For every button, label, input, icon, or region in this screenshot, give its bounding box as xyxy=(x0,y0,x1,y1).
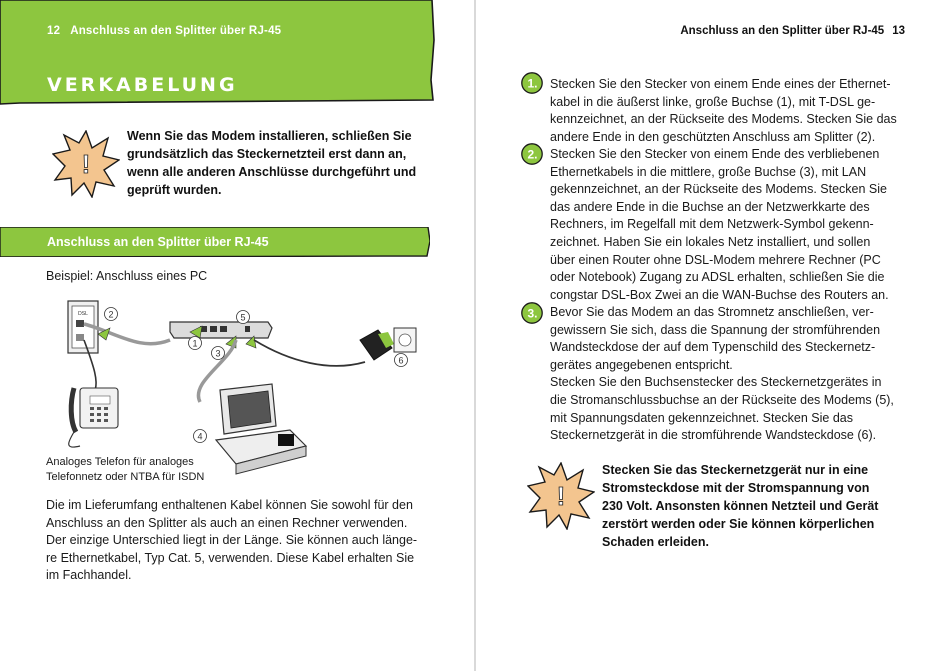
warning-line: geprüft wurden. xyxy=(127,183,222,197)
step-line: die Stromanschlussbuchse an der Rückseite des Modems (5), xyxy=(550,392,894,407)
body-line: Anschluss an den Splitter als auch an einen Rechner verwenden. xyxy=(46,515,408,530)
step-line: Stecken Sie den Stecker von einem Ende des verbliebenen xyxy=(550,147,880,161)
step-line: über einen Router ohne DSL-Modem mehrere Rechner (PC xyxy=(550,252,881,267)
step-line: gerätes angegebenen entspricht. xyxy=(550,357,733,372)
warning-line: zerstört werden oder Sie können körperlichen xyxy=(602,517,875,531)
warning-line: Schaden erleiden. xyxy=(602,535,709,549)
warning-star-icon xyxy=(527,462,595,530)
step-line: das andere Ende in die Buchse an der Netzwerkkarte des xyxy=(550,199,870,214)
section-title: VERKABELUNG xyxy=(47,74,238,96)
step-line: Rechners, im Regelfall mit dem Netzwerk-Symbol gekenn- xyxy=(550,217,874,232)
body-line: Der einzige Unterschied liegt in der Länge. Sie können auch länge- xyxy=(46,533,418,547)
callout-5 xyxy=(237,311,250,324)
step-line: kennzeichnet, an der Rückseite des Modems. Stecken Sie das xyxy=(550,112,897,127)
step-line: Stecken Sie den Stecker von einem Ende eines der Ethernet- xyxy=(550,77,891,91)
step-line: gewissern Sie sich, dass die Spannung der stromführenden xyxy=(550,322,881,337)
step-2-text xyxy=(550,146,910,304)
diagram-caption xyxy=(46,455,204,485)
body-line: im Fachhandel. xyxy=(46,568,132,582)
callout-1 xyxy=(189,337,202,350)
telephone-image xyxy=(69,388,118,447)
splitter-label: DSL xyxy=(78,311,88,317)
step-1-text xyxy=(550,76,910,146)
body-line: Die im Lieferumfang enthaltenen Kabel können Sie sowohl für den xyxy=(46,498,413,512)
callout-4 xyxy=(194,430,207,443)
modem-image xyxy=(170,322,272,338)
body-paragraph xyxy=(46,497,446,585)
callout-3 xyxy=(212,347,225,360)
power-adapter-image xyxy=(360,328,416,360)
svg-text:1: 1 xyxy=(192,338,198,349)
warning-line: Stromsteckdose mit der Stromspannung von xyxy=(602,481,870,495)
step-line: Bevor Sie das Modem an das Stromnetz anschließen, ver- xyxy=(550,305,874,319)
svg-text:2: 2 xyxy=(108,309,114,320)
step-line: oder Notebook) Zugang zu ADSL erhalten, schließen Sie die xyxy=(550,270,885,285)
warning-line: grundsätzlich das Steckernetzteil erst dann an, xyxy=(127,147,407,161)
svg-text:4: 4 xyxy=(197,431,203,442)
step-line: zeichnet. Haben Sie ein lokales Netz installiert, und sollen xyxy=(550,234,871,249)
step-line: Stecken Sie den Buchsenstecker des Steckernetzgerätes in xyxy=(550,375,882,390)
callout-6 xyxy=(395,354,408,367)
step-line: gekennzeichnet, an der Rückseite des Modems. Stecken Sie xyxy=(550,182,887,197)
warning-text-right xyxy=(602,461,912,551)
subsection-title: Anschluss an den Splitter über RJ-45 xyxy=(47,235,269,249)
warning-line: 230 Volt. Ansonsten können Netzteil und Gerät xyxy=(602,499,879,513)
step-line: congstar DSL-Box Zwei an die WAN-Buchse des Routers an. xyxy=(550,287,889,302)
step-badge-2 xyxy=(521,143,543,165)
svg-text:3: 3 xyxy=(215,348,221,359)
running-head-left xyxy=(47,25,281,37)
step-line: andere Ende in den geschützten Anschluss am Splitter (2). xyxy=(550,129,876,144)
step-badge-1 xyxy=(521,72,543,94)
warning-mark: ! xyxy=(556,481,566,511)
warning-line: wenn alle anderen Anschlüsse durchgeführt und xyxy=(127,165,417,179)
step-3-text xyxy=(550,304,910,445)
example-label: Beispiel: Anschluss eines PC xyxy=(46,269,208,283)
step-line: Wandsteckdose der auf dem Typenschild des Steckernetz- xyxy=(550,340,876,355)
computer-image xyxy=(216,384,306,474)
step-line: mit Spannungsdaten gekennzeichnet. Stecken Sie das xyxy=(550,410,853,425)
body-line: re Ethernetkabel, Typ Cat. 5, verwenden. Diese Kabel erhalten Sie xyxy=(46,550,415,565)
caption-line: Telefonnetz oder NTBA für ISDN xyxy=(46,471,205,483)
step-line: kabel in die äußerst linke, große Buchse (1), mit T-DSL ge- xyxy=(550,94,876,109)
warning-text-left xyxy=(127,127,427,199)
running-head-left-text: Anschluss an den Splitter über RJ-45 xyxy=(70,25,282,37)
step-badge-text: 3. xyxy=(527,306,538,321)
step-badge-text: 1. xyxy=(527,76,538,91)
connection-diagram xyxy=(40,292,430,477)
svg-text:6: 6 xyxy=(398,355,404,366)
step-badge-3 xyxy=(521,302,543,324)
step-badge-text: 2. xyxy=(527,147,538,162)
caption-line: Analoges Telefon für analoges xyxy=(46,456,194,468)
step-line: Steckernetzgerät in die stromführende Wandsteckdose (6). xyxy=(550,428,877,443)
warning-star-icon xyxy=(52,130,120,198)
warning-line: Stecken Sie das Steckernetzgerät nur in eine xyxy=(602,463,869,477)
step-line: Ethernetkabels in die mittlere, große Buchse (3), mit LAN xyxy=(550,164,867,179)
warning-line: Wenn Sie das Modem installieren, schließen Sie xyxy=(127,129,412,143)
svg-text:5: 5 xyxy=(240,312,246,323)
running-head-right-text: Anschluss an den Splitter über RJ-45 xyxy=(680,25,885,37)
page-number-right: 13 xyxy=(892,25,905,37)
page-number-left: 12 xyxy=(47,25,61,37)
running-head-right xyxy=(680,25,905,37)
warning-mark: ! xyxy=(81,149,91,179)
callout-2 xyxy=(105,308,118,321)
